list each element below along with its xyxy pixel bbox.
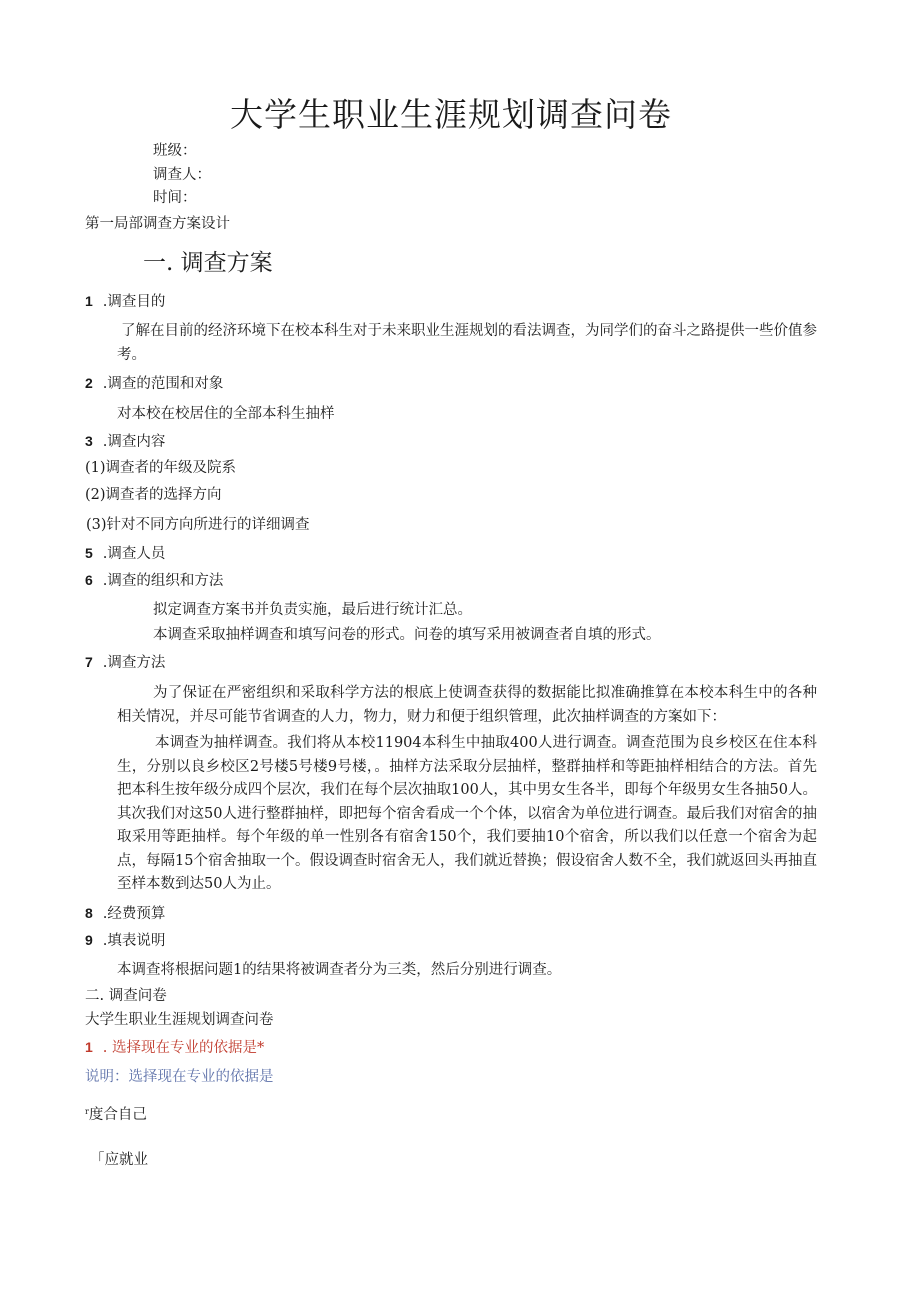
item-content <box>85 434 165 450</box>
fill-text: 本调查将根据问题1的结果将被调查者分为三类，然后分别进行调查。 <box>117 962 562 978</box>
question-1 <box>85 1040 264 1056</box>
item-number: 5 <box>85 545 93 561</box>
investigator-label: 调查人： <box>153 167 211 183</box>
item-personnel <box>85 546 165 562</box>
item-label: .调查人员 <box>102 546 166 562</box>
part1-heading: 第一局部调查方案设计 <box>85 216 230 232</box>
item-method <box>85 655 165 671</box>
item-budget <box>85 906 165 922</box>
item-number: 8 <box>85 905 93 921</box>
item-number: 1 <box>85 293 93 309</box>
section1-title: 一. 调查方案 <box>143 250 273 276</box>
content-item: (2)调查者的选择方向 <box>85 487 222 503</box>
option-radio-icon[interactable]: r <box>85 1107 89 1116</box>
item-label: .填表说明 <box>102 933 166 949</box>
item-number: 6 <box>85 572 93 588</box>
item-organization <box>85 573 223 589</box>
item-purpose <box>85 294 165 310</box>
option-label: 度合自己 <box>88 1107 147 1123</box>
item-scope <box>85 376 223 392</box>
item-number: 7 <box>85 654 93 670</box>
question-explanation: 说明：选择现在专业的依据是 <box>85 1069 274 1085</box>
questionnaire-title: 大学生职业生涯规划调查问卷 <box>85 1012 274 1028</box>
item-label: .调查目的 <box>102 294 166 310</box>
item-label: .经费预算 <box>102 906 166 922</box>
question-number: 1 <box>85 1039 93 1055</box>
time-label: 时间： <box>153 190 197 206</box>
scope-text: 对本校在校居住的全部本科生抽样 <box>117 406 335 422</box>
option-radio-icon[interactable]: 「 <box>90 1152 105 1168</box>
item-number: 3 <box>85 433 93 449</box>
item-label: .调查内容 <box>102 434 166 450</box>
option-employment[interactable] <box>90 1153 148 1168</box>
method-paragraph: 本调查为抽样调查。我们将从本校11904本科生中抽取400人进行调查。调查范围为良乡校区在住本科生，分别以良乡校区2号楼5号楼9号楼，。抽样方法采取分层抽样，整群抽样和等距抽样相结合的方法。首先把本科生按年级分成四个层次，我们在每个层次抽取100人，其中男女生各半，即每个年级男女生各抽50人。其次我们对这50人进行整群抽样，即把每个宿舍看成一个个体，以宿舍为单位进行调查。最后我们对宿舍的抽取采用等距抽样。每个年级的单一性别各有宿舍150个，我们要抽10个宿舍，所以我们以任意一个宿舍为起点，每隔15个宿舍抽取一个。假设调查时宿舍无人，我们就近替换；假设宿舍人数不全，我们就返回头再抽直至样本数到达50人为止。 <box>117 735 817 892</box>
option-suits-self[interactable] <box>85 1108 147 1123</box>
purpose-text: 了解在目前的经济环境下在校本科生对于未来职业生涯规划的看法调查，为同学们的奋斗之路提供一些价值参考。 <box>117 323 817 363</box>
item-fill-instructions <box>85 933 165 949</box>
org-line: 拟定调查方案书并负责实施，最后进行统计汇总。 <box>153 602 472 618</box>
item-label: .调查方法 <box>102 655 166 671</box>
org-line: 本调查采取抽样调查和填写问卷的形式。问卷的填写采用被调查者自填的形式。 <box>153 627 661 643</box>
item-number: 9 <box>85 932 93 948</box>
content-item: (3)针对不同方向所进行的详细调查 <box>86 517 310 533</box>
class-label: 班级： <box>153 143 197 159</box>
item-number: 2 <box>85 375 93 391</box>
page-title: 大学生职业生涯规划调查问卷 <box>230 95 672 134</box>
method-paragraph: 为了保证在严密组织和采取科学方法的根底上使调查获得的数据能比拟准确推算在本校本科生中的各种相关情况，并尽可能节省调查的人力，物力，财力和便于组织管理，此次抽样调查的方案如下： <box>117 685 817 725</box>
content-item: (1)调查者的年级及院系 <box>85 460 237 476</box>
question-text: . 选择现在专业的依据是* <box>102 1040 265 1056</box>
item-label: .调查的范围和对象 <box>102 376 224 392</box>
option-label: 应就业 <box>104 1152 148 1168</box>
item-label: .调查的组织和方法 <box>102 573 224 589</box>
section2-title: 二. 调查问卷 <box>85 988 167 1004</box>
